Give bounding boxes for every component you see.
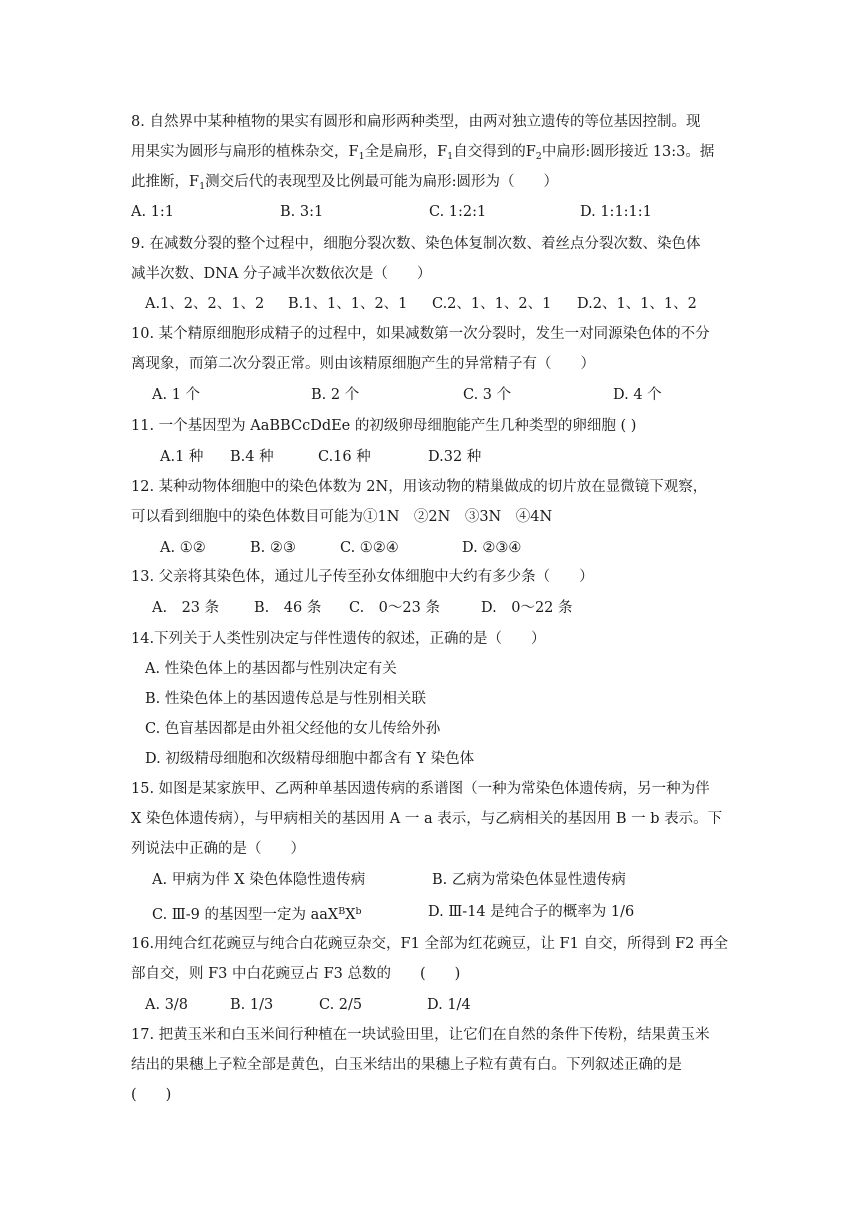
- q9-line2: 减半次数、DNA 分子减半次数依次是（ ）: [131, 266, 432, 282]
- q8-line3: 此推断，$F_1$测交后代的表现型及比例最可能为扁形:圆形为（ ）: [131, 174, 558, 192]
- q8-option-d: D. 1:1:1:1: [580, 204, 652, 220]
- q10-line2: 离现象，而第二次分裂正常。则由该精原细胞产生的异常精子有（ ）: [131, 356, 595, 372]
- q11-line1: 11. 一个基因型为 AaBBCcDdEe 的初级卵母细胞能产生几种类型的卵细胞 ( ): [131, 418, 637, 434]
- q14-line1: 14.下列关于人类性别决定与伴性遗传的叙述，正确的是（ ）: [131, 631, 546, 647]
- q8-line2: 用果实为圆形与扁形的植株杂交，$F_1$全是扁形，$F_1$自交得到的$F_2$中扁形:圆形接近 13:3。据: [131, 144, 715, 162]
- q10-option-a: A. 1 个: [152, 387, 201, 403]
- q17-line1: 17. 把黄玉米和白玉米间行种植在一块试验田里，让它们在自然的条件下传粉，结果黄玉米: [131, 1027, 710, 1043]
- q9-option-d: D.2、1、1、1、2: [577, 296, 697, 312]
- q8-option-b: B. 3:1: [280, 204, 324, 220]
- q15-option-b: B. 乙病为常染色体显性遗传病: [432, 872, 626, 888]
- q15-line3: 列说法中正确的是（ ）: [131, 841, 305, 857]
- q12-line2: 可以看到细胞中的染色体数目可能为①1N ②2N ③3N ④4N: [131, 509, 553, 525]
- q12-option-d: D. ②③④: [462, 540, 522, 556]
- q9-option-b: B.1、1、1、2、1: [288, 296, 408, 312]
- q9-option-c: C.2、1、1、2、1: [432, 296, 552, 312]
- q13-option-a: A. 23 条: [152, 600, 220, 616]
- q16-line2: 部自交，则 F3 中白花豌豆占 F3 总数的 ( ): [131, 966, 461, 982]
- q10-option-d: D. 4 个: [613, 387, 662, 403]
- q8-option-a: A. 1:1: [131, 204, 175, 220]
- q10-line1: 10. 某个精原细胞形成精子的过程中，如果减数第一次分裂时，发生一对同源染色体的不分: [131, 326, 710, 342]
- q15-line2: X 染色体遗传病），与甲病相关的基因用 A 一 a 表示，与乙病相关的基因用 B 一 b 表示。下: [131, 811, 723, 827]
- q9-line1: 9. 在减数分裂的整个过程中，细胞分裂次数、染色体复制次数、着丝点分裂次数、染色体: [131, 236, 701, 252]
- q15-option-a: A. 甲病为伴 X 染色体隐性遗传病: [152, 872, 366, 888]
- q16-option-b: B. 1/3: [230, 997, 274, 1013]
- q14-option-d: D. 初级精母细胞和次级精母细胞中都含有 Y 染色体: [145, 751, 475, 767]
- q16-option-c: C. 2/5: [319, 997, 363, 1013]
- q13-option-b: B. 46 条: [254, 600, 322, 616]
- q15-line1: 15. 如图是某家族甲、乙两种单基因遗传病的系谱图（一种为常染色体遗传病，另一种为伴: [131, 781, 710, 797]
- q16-option-d: D. 1/4: [427, 997, 471, 1013]
- q17-line2: 结出的果穗上子粒全部是黄色，白玉米结出的果穗上子粒有黄有白。下列叙述正确的是: [131, 1057, 682, 1073]
- q13-option-d: D. 0～22 条: [481, 600, 573, 616]
- q14-option-a: A. 性染色体上的基因都与性别决定有关: [145, 661, 397, 677]
- q12-line1: 12. 某种动物体细胞中的染色体数为 2N，用该动物的精巢做成的切片放在显微镜下观察，: [131, 479, 708, 495]
- q14-option-c: C. 色盲基因都是由外祖父经他的女儿传给外孙: [145, 721, 441, 737]
- q11-option-b: B.4 种: [230, 449, 274, 465]
- q9-option-a: A.1、2、2、1、2: [145, 296, 265, 312]
- q11-option-c: C.16 种: [318, 449, 371, 465]
- q12-option-c: C. ①②④: [340, 540, 399, 556]
- q10-option-b: B. 2 个: [311, 387, 360, 403]
- q12-option-b: B. ②③: [250, 540, 296, 556]
- q10-option-c: C. 3 个: [463, 387, 512, 403]
- q16-line1: 16.用纯合红花豌豆与纯合白花豌豆杂交，F1 全部为红花豌豆，让 F1 自交，所得到 F2 再全: [131, 936, 728, 952]
- q13-option-c: C. 0～23 条: [349, 600, 440, 616]
- q11-option-a: A.1 种: [160, 449, 204, 465]
- q11-option-d: D.32 种: [428, 449, 482, 465]
- q17-line3: ( ): [131, 1087, 172, 1103]
- q15-option-c: C. Ⅲ-9 的基因型一定为 $aaX^BX^b$: [152, 906, 362, 923]
- q13-line1: 13. 父亲将其染色体，通过儿子传至孙女体细胞中大约有多少条（ ）: [131, 569, 594, 585]
- q8-line1: 8. 自然界中某种植物的果实有圆形和扁形两种类型，由两对独立遗传的等位基因控制。现: [131, 114, 701, 130]
- q12-option-a: A. ①②: [160, 540, 206, 556]
- q16-option-a: A. 3/8: [145, 997, 189, 1013]
- q14-option-b: B. 性染色体上的基因遗传总是与性别相关联: [145, 691, 426, 707]
- q8-option-c: C. 1:2:1: [429, 204, 487, 220]
- q15-option-d: D. Ⅲ-14 是纯合子的概率为 1/6: [428, 904, 635, 920]
